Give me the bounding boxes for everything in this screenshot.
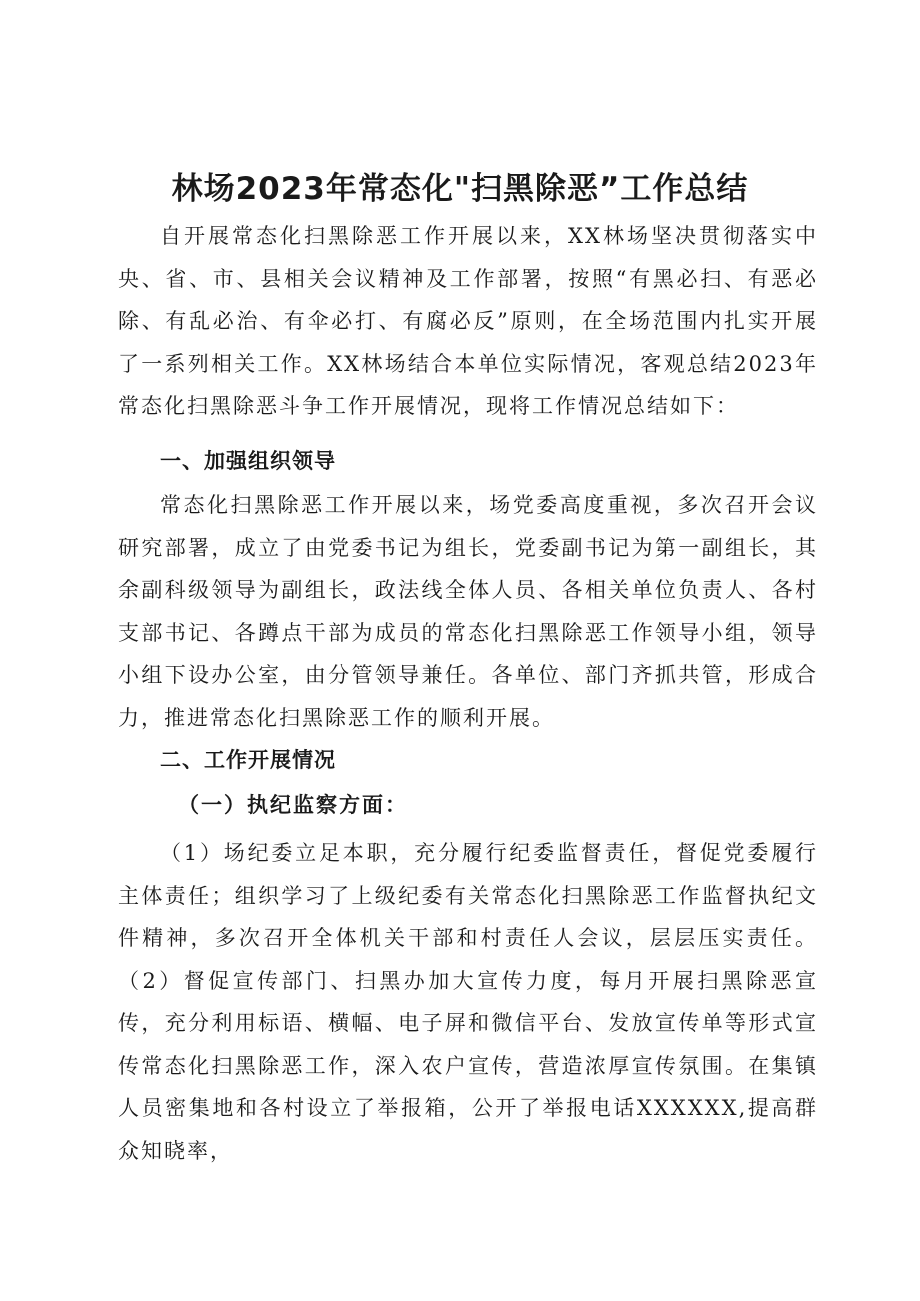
section-2-heading: 二、工作开展情况: [160, 748, 336, 772]
section-2-paragraph: （1）场纪委立足本职，充分履行纪委监督责任，督促党委履行主体责任；组织学习了上级纪委有关常态化扫黑除恶工作监督执纪文件精神，多次召开全体机关干部和村责任人会议，层层压实责任。（2）督促宣传部门、扫黑办加大宣传力度，每月开展扫黑除恶宣传，充分利用标语、横幅、电子屏和微信平台、发放宣传单等形式宣传常态化扫黑除恶工作，深入农户宣传，营造浓厚宣传氛围。在集镇人员密集地和各村设立了举报箱，公开了举报电话XXXXXX,提高群众知晓率，: [118, 841, 818, 1163]
document-title: 林场2023年常态化"扫黑除恶”工作总结: [171, 171, 749, 207]
section-2-subheading: （一）执纪监察方面：: [178, 792, 408, 817]
section-1-paragraph: 常态化扫黑除恶工作开展以来，场党委高度重视，多次召开会议研究部署，成立了由党委书记为组长，党委副书记为第一副组长，其余副科级领导为副组长，政法线全体人员、各相关单位负责人、各村支部书记、各蹲点干部为成员的常态化扫黑除恶工作领导小组，领导小组下设办公室，由分管领导兼任。各单位、部门齐抓共管，形成合力，推进常态化扫黑除恶工作的顺利开展。: [118, 493, 818, 730]
intro-paragraph: 自开展常态化扫黑除恶工作开展以来，XX林场坚决贯彻落实中央、省、市、县相关会议精神及工作部署，按照“有黑必扫、有恶必除、有乱必治、有伞必打、有腐必反”原则，在全场范围内扎实开展了一系列相关工作。XX林场结合本单位实际情况，客观总结2023年常态化扫黑除恶斗争工作开展情况，现将工作情况总结如下：: [118, 224, 818, 418]
section-1-heading: 一、加强组织领导: [160, 449, 336, 473]
